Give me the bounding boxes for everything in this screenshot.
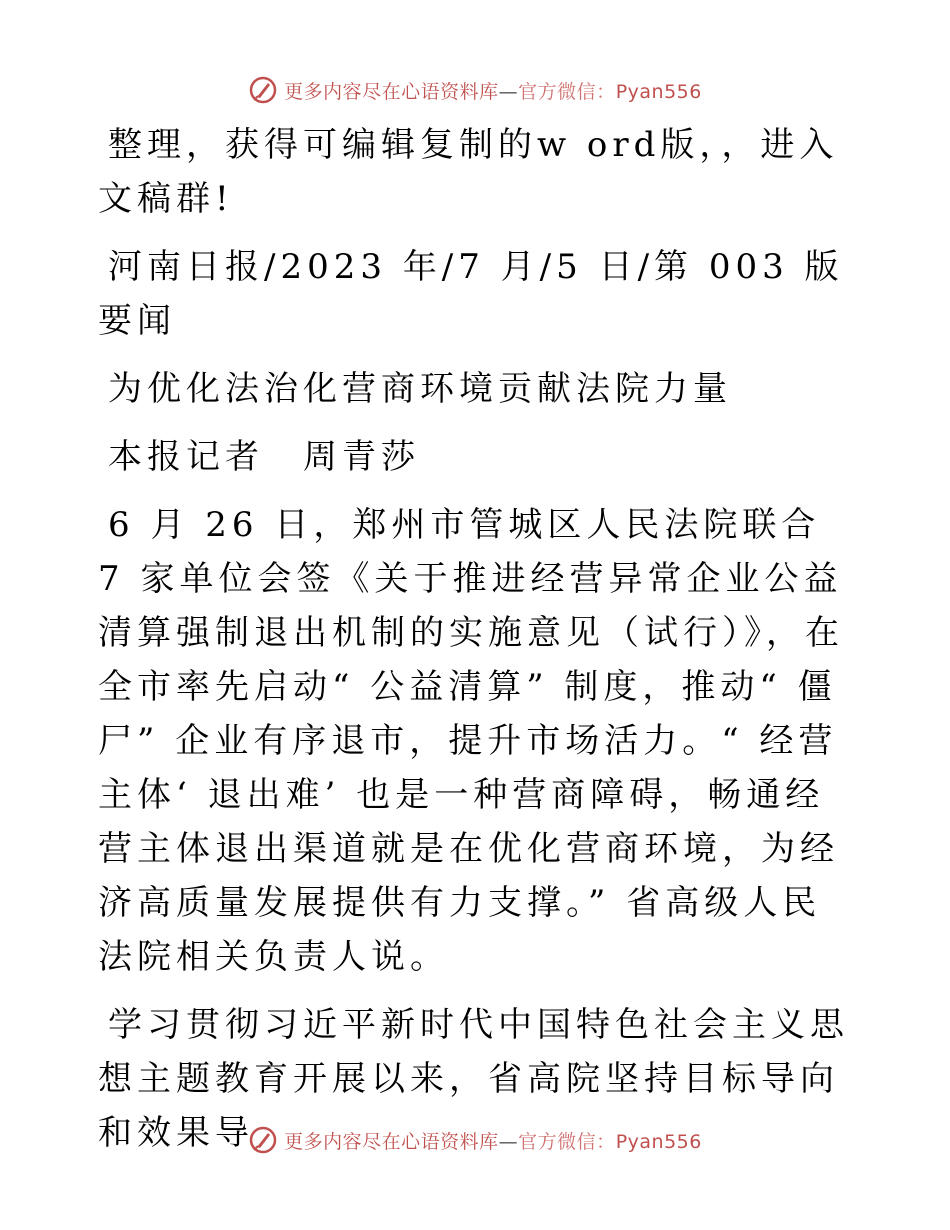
watermark-footer xyxy=(0,1120,950,1160)
document-body xyxy=(98,118,858,1174)
watermark-header xyxy=(0,70,950,110)
watermark-dash: — xyxy=(498,80,519,103)
quill-logo-icon xyxy=(248,1125,278,1155)
watermark-text: 更多内容尽在心语资料库 xyxy=(284,80,499,103)
watermark-wechat-id: Pyan556 xyxy=(615,1130,702,1153)
watermark-official-label: 官方微信： xyxy=(518,1130,616,1153)
watermark-official-label: 官方微信： xyxy=(518,80,616,103)
watermark-wechat-id: Pyan556 xyxy=(615,80,702,103)
quill-logo-icon xyxy=(248,75,278,105)
article-title: 为优化法治化营商环境贡献法院力量 xyxy=(108,369,732,409)
byline: 本报记者 周青莎 xyxy=(108,437,420,477)
source-line: 河南日报/2023 年/7 月/5 日/第 003 版要闻 xyxy=(98,247,844,341)
watermark-dash: — xyxy=(498,1130,519,1153)
body-paragraph-2: 学习贯彻习近平新时代中国特色社会主义思想主题教育开展以来，省高院坚持目标导向和效果导 xyxy=(98,1005,849,1153)
watermark-text: 更多内容尽在心语资料库 xyxy=(284,1130,499,1153)
intro-paragraph: 整理，获得可编辑复制的w ord版，，进入文稿群! xyxy=(98,125,839,219)
body-paragraph-1: 6 月 26 日，郑州市管城区人民法院联合 7 家单位会签《关于推进经营异常企业公益清算强制退出机制的实施意见（试行）》，在全市率先启动“ 公益清算” 制度，推动“ 僵尸” 企业有序退市，提升市场活力。“ 经营主体‘ 退出难’ 也是一种营商障碍，畅通经营主体退出渠道就是在优化营商环境，为经济高质量发展提供有力支撑。” 省高级人民法院相关负责人说。 xyxy=(98,505,844,977)
